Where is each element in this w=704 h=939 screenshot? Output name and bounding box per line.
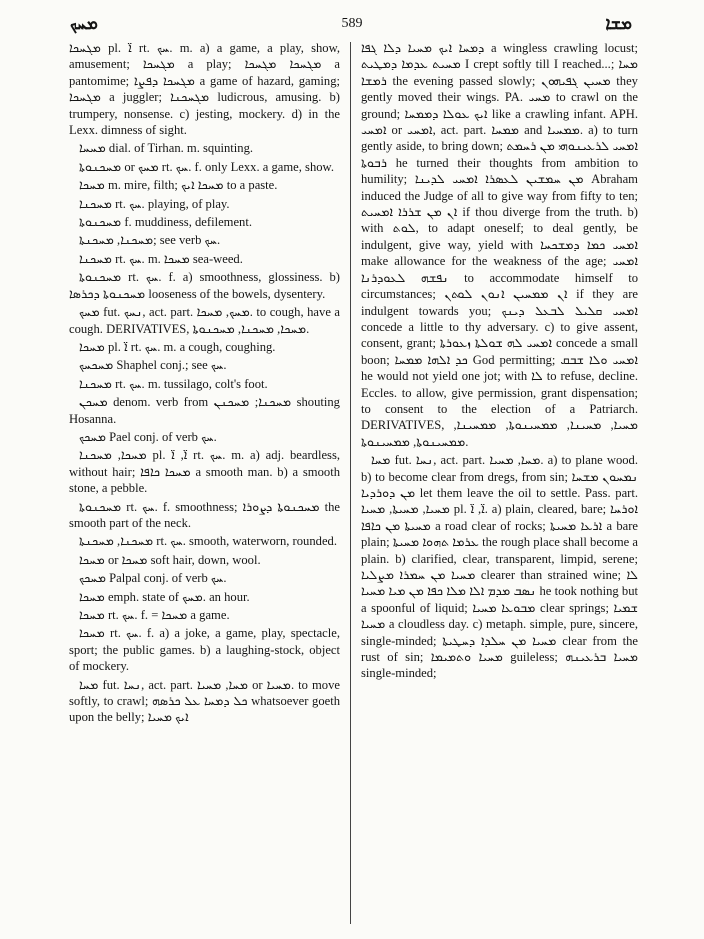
dictionary-entry: ܡܚܟܢܘܬܐ rt. ܚܟ. f. smoothness; ܡܚܟܢܘܬܐ ܕܨܘܪܐ the smooth part of the neck. <box>69 499 341 530</box>
dictionary-entry: ܡܚܟܟ Pael conj. of verb ܚܟ. <box>79 429 217 444</box>
dictionary-entry: ܡܚܟܢܐ, ܡܚܟܢܬܐ rt. ܚܟ. smooth, waterworn, rounded. <box>79 534 337 549</box>
dictionary-entry: ܡܚܟܢܐ, ܡܚܟܢܬܐ; see verb ܚܟ. <box>79 233 221 248</box>
dictionary-entry: ܡܚܟܢܐ rt. ܚܟ. m. ܡܚܟܐ sea-weed. <box>79 251 243 266</box>
right-column <box>361 40 638 684</box>
dictionary-entry: ܡܚܟܢܘܬܐ or ܡܚܟ rt. ܚܟ. f. only Lexx. a game, show. <box>79 159 334 174</box>
dictionary-entry: ܡܚܐ fut. ܢܚܐ, act. part. ܡܚܐ, ܡܚܝܐ. a) to plane wood. b) to become clear from dregs, from sin; ܢܡܚܘܢ ܡܫܚܐ ܡܢ ܕܘܪܕܝܐ let them leave the oil to settle. Pass. part. ܡܚܝܐ, ܡܚܝܬܐ, ܡܚܝܐ pl. ܐ̈, ܐ̈. a) plain, cleared, bare; ܐܘܪܚܐ ܡܚܝܬܐ ܡܢ ܟܐܦܐ a road clear of rocks; ܐܪܥܐ ܡܚܝܬܐ a bare plain; ܥܪܡܐ ܬܗܘܐ ܡܚܝܬܐ the rough place shall become a plain. b) clarified, clear, transparent, limpid, serene; ܡܚܝܐ ܡܢ ܚܡܪܐ ܡܨܠܝܐ clearer than strained wine; ܠܐ ܢܣܒ ܡܕܡ ܐܠܐ ܡܠܐ ܟܦܐ ܡܢ ܡܝܐ ܡܚܝܐ he took nothing but a spoonful of liquid; ܡܒܘܥܐ ܡܚܝܐ clear springs; ܫܡܝܐ ܡܚܝܐ a cloudless day. c) metaph. simple, pure, sincere, single-minded; ܡܚܝܐ ܡܢ ܚܠܕܐ ܕܚܛܝܬܐ clear from the rust of sin; ܡܚܝܐ ܘܬܡܝܡܐ guileless; ܡܚܝܐ ܒܪܥܝܢܗ single-minded; <box>361 453 639 681</box>
dictionary-entry: ܡܚܟܐ pl. ܐ̈ rt. ܚܟ. m. a cough, coughing. <box>79 339 276 354</box>
dictionary-entry: ܕܡܚܐ ܐܝܟ ܡܚܝܐ ܕܠܐ ܓܦܐ a wingless crawling locust; ܡܚܝܬ ܥܕܡܐ ܕܡܛܝܬ I crept softly till I reached...; ܡܚܐ ܪܡܫܐ the evening passed slowly; ܡܚܝܢ ܓܦܝܗܘܢ they gently moved their wings. PA. ܡܚܝ to crawl on the ground; ܐܝܟ ܥܘܠܐ ܕܡܡܚܐ like a crawling infant. APH. ܐܡܚܝ or ܐܡܚܝ, act. part. ܡܡܚܐ and ܡܡܚܝܐ. a) to turn gently aside, to bring down; ܐܡܚܝ ܠܪܥܝܢܘܗܝ ܡܢ ܪܚܡܬ ܪܒܘܬܐ he turned their thoughts from ambition to humility; ܡܢ ܚܡܫܝܢ ܠܥܣܪܐ ܐܡܚܝ ܠܕܝܢܐ Abraham induced the Judge of all to give way from fifty to ten; ܐܢ ܡܢ ܫܪܪܐ ܐܡܚܝܬ if thou diverge from the truth. b) with ܠܘܬ, to adapt oneself; to deal gently, be indulgent, give way, yield with ܐܡܚܝ ܟܡܐ ܕܡܫܟܚܐ make allowance for the weakness of the age; ܐܡܚܝ ܢܦܫܗ ܠܥܘܕܪܢܐ to accommodate himself to circumstances; ܐܢ ܡܡܚܝܢ ܐܢܘܢ ܠܘܬܢ if they are indulgent towards you; ܐܡܚܝ ܩܠܝܠ ܠܒܥܠ ܕܝܢܟ concede a little to thy adversary. c) to give assent, consent, grant; ܐܡܚܝ ܠܗ ܫܘܠܬܐ ܙܥܘܪܬܐ concede a small boon; ܟܕ ܐܠܗܐ ܡܡܚܐ God permitting; ܐܡܚܝ ܘܠܐ ܫܒܩ he would not yield one jot; with ܠܐ to refuse, decline. Eccles. to allow, give permission, grant dispensation; to consent to the election of a Patriarch. DERIVATIVES, ܡܚܝܐ, ܡܚܝܢܐ, ܡܡܚܝܢܘܬܐ, ܡܡܚܝܢܐ, ܡܡܚܝܢܘܬܐ, ܡܡܚܝܢܘܬܐ. <box>361 41 639 449</box>
dictionary-entry: ܡܚܟܐ rt. ܚܟ. f. = ܡܚܟܐ a game. <box>79 608 230 622</box>
dictionary-entry: ܡܚܟܢܐ rt. ܚܟ. m. tussilago, colt's foot. <box>79 376 268 391</box>
left-column <box>69 40 340 728</box>
dictionary-entry: ܡܚܟܚܟ Shaphel conj.; see ܚܟ. <box>79 358 227 373</box>
dictionary-entry: ܡܚܟܢܘܬܐ f. muddiness, defilement. <box>79 215 252 230</box>
dictionary-entry: ܡܚܟܟ Palpal conj. of verb ܚܟ. <box>79 571 227 586</box>
page-number: 589 <box>341 16 363 31</box>
dictionary-entry: ܡܚܟ fut. ܢܚܟ, act. part. ܡܚܟ, ܡܚܟܐ. to cough, have a cough. DERIVATIVES, ܡܚܟܐ, ܡܚܟܢܐ, ܡܚܟܢܘܬܐ. <box>69 305 341 336</box>
dictionary-entry: ܡܚܟܢܐ rt. ܚܟ. playing, of play. <box>79 196 230 211</box>
dictionary-entry: ܡܚܚܐ dial. of Tirhan. m. squinting. <box>79 141 254 156</box>
dictionary-entry: ܡܚܟܐ rt. ܚܟ. f. a) a joke, a game, play, spectacle, sport; the public games. b) a laughing-stock, object of mockery. <box>69 626 340 674</box>
dictionary-entry: ܡܚܟܐ, ܡܚܟܢܐ pl. ܐ̈, ܐ̈ rt. ܚܟ. m. a) adj. beardless, without hair; ܡܚܟܐ ܟܐܦܐ a smooth man. b) a smooth stone, a pebble. <box>69 448 340 496</box>
dictionary-entry: ܡܚܟܐ or ܡܚܟܐ soft hair, down, wool. <box>79 552 261 567</box>
left-guide-word: ܡܚܟ <box>70 14 98 33</box>
dictionary-entry: ܡܓܚܟܐ pl. ܐ̈ rt. ܚܟ. m. a) a game, a play, show, amusement; ܡܓܚܟܐ a play; ܡܓܚܟܐ ܡܓܚܟܐ a pantomime; ܡܓܚܟܐ ܕܦܨܐ a game of hazard, gaming; ܡܓܚܟܐ a juggler; ܡܓܚܟܢܐ ludicrous, amusing. b) trumpery, nonsense. c) jesting, mockery. d) in the Lexx. dimness of sight. <box>69 41 340 138</box>
dictionary-entry: ܡܚܐ fut. ܢܚܐ, act. part. ܡܚܐ, ܡܚܝܐ or ܡܚܝܐ. to move softly, to crawl; ܟܠ ܕܡܚܐ ܥܠ ܟܪܣܗ whatsoever goeth upon the belly; ܐܝܟ ܡܚܝܐ <box>69 677 340 725</box>
dictionary-entry: ܡܚܟܐ m. mire, filth; ܡܚܟܐ ܐܝܟ to a paste. <box>79 178 278 193</box>
dictionary-entry: ܡܚܟܐ emph. state of ܡܚܟ. an hour. <box>79 589 250 604</box>
right-guide-word: ܡܫܐ <box>605 14 632 33</box>
dictionary-entry: ܡܚܟܢܘܬܐ rt. ܚܟ. f. a) smoothness, glossiness. b) ܡܚܟܢܘܬܐ ܕܟܪܣܐ looseness of the bowels, dysentery. <box>69 270 340 301</box>
dictionary-entry: ܡܚܟܢ denom. verb from ܡܚܟܢܐ; ܡܚܟܢܢ shouting Hosanna. <box>69 395 340 426</box>
column-divider <box>350 42 351 924</box>
running-header <box>0 12 704 40</box>
